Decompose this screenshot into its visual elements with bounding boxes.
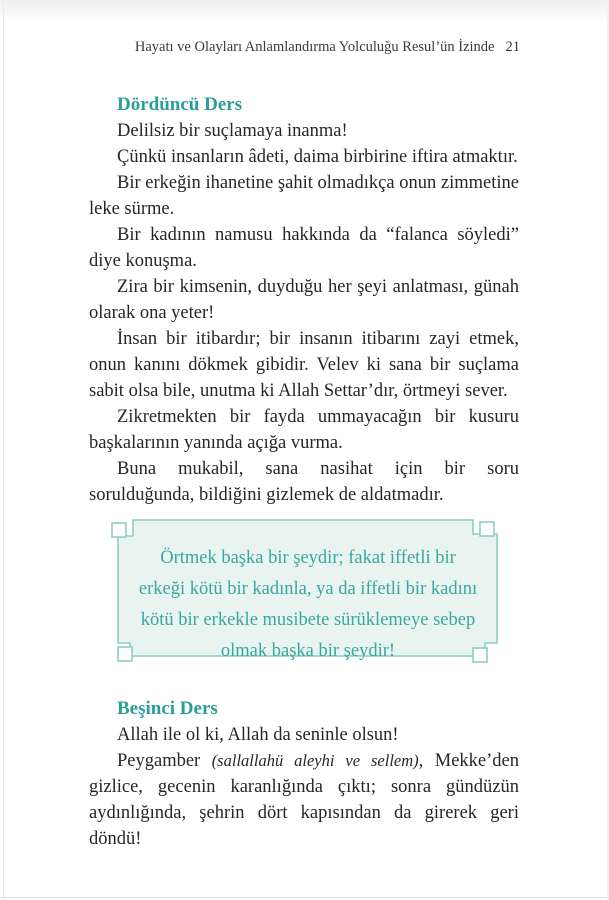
paragraph-text: Peygamber bbox=[117, 751, 212, 771]
body-paragraph-9: Allah ile ol ki, Allah da seninle olsun! bbox=[117, 725, 399, 745]
running-header-title: Hayatı ve Olayları Anlamlandırma Yolculuğu Resul’ün İzinde bbox=[134, 39, 495, 55]
page-edge-shadow-top bbox=[0, 0, 609, 22]
body-paragraph-7: Zikretmekten bir fayda ummayacağın bir kusuru başkalarının yanında açığa vurma. bbox=[89, 407, 519, 453]
section-heading-lesson-5: Beşinci Ders bbox=[117, 698, 218, 719]
paragraph-text: , Mekke’den gizlice, gecenin karanlığında çıktı; sonra gündüzün aydınlığında, şehrin dört kapısından da girerek geri döndü! bbox=[89, 751, 519, 849]
body-paragraph-5: Zira bir kimsenin, duyduğu her şeyi anlatması, günah olarak ona yeter! bbox=[89, 277, 519, 323]
body-paragraph-8: Buna mukabil, sana nasihat için bir soru sorulduğunda, bildiğini gizlemek de aldatmadır. bbox=[89, 459, 519, 505]
salutation-italic: (sallallahü aleyhi ve sellem) bbox=[211, 751, 419, 770]
page-number: 21 bbox=[505, 39, 520, 55]
body-paragraph-6: İnsan bir itibardır; bir insanın itibarını zayi etmek, onun kanını dökmek gibidir. Velev ki sana bir suçlama sabit olsa bile, unutma ki Allah Settar’dır, örtmeyi sever. bbox=[89, 329, 519, 401]
page-edge-line-left bbox=[3, 0, 4, 900]
callout-box bbox=[106, 510, 510, 668]
body-paragraph-1: Delilsiz bir suçlamaya inanma! bbox=[117, 121, 348, 141]
section-heading-lesson-4: Dördüncü Ders bbox=[117, 94, 243, 115]
page-edge-line-bottom bbox=[0, 897, 609, 898]
body-paragraph-10 bbox=[89, 748, 519, 852]
body-paragraph-3: Bir erkeğin ihanetine şahit olmadıkça onun zimmetine leke sürme. bbox=[89, 173, 519, 219]
callout-text: Örtmek başka bir şeydir; fakat iffetli bir erkeği kötü bir kadınla, ya da iffetli bir kadını kötü bir erkekle musibete sürüklemeye sebep olmak başka bir şeydir! bbox=[138, 548, 478, 661]
body-paragraph-4: Bir kadının namusu hakkında da “falanca söyledi” diye konuşma. bbox=[89, 225, 519, 271]
page-content bbox=[89, 92, 519, 852]
body-paragraph-2: Çünkü insanların âdeti, daima birbirine iftira atmaktır. bbox=[117, 147, 518, 167]
